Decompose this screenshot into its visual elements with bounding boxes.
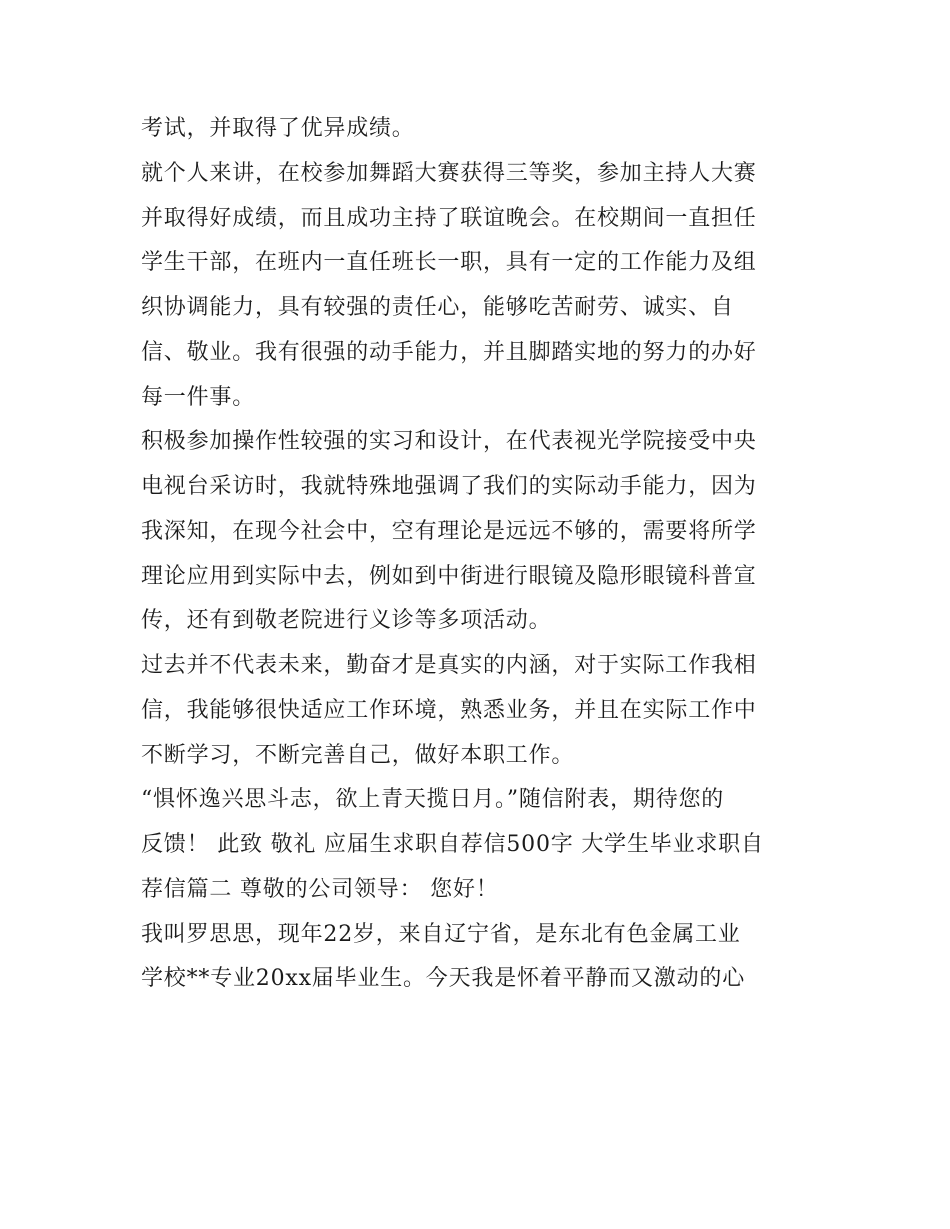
text-line: 传，还有到敬老院进行义诊等多项活动。: [141, 608, 552, 634]
text-line: 学生干部，在班内一直任班长一职，具有一定的工作能力及组: [141, 250, 757, 276]
text-line: 电视台采访时，我就特殊地强调了我们的实际动手能力，因为: [141, 474, 757, 499]
text-line: 反馈！ 此致 敬礼 应届生求职自荐信500字 大学生毕业求职自: [141, 832, 764, 857]
text-line: 每一件事。: [141, 384, 256, 410]
text-line: 不断学习，不断完善自己，做好本职工作。: [141, 742, 575, 768]
text-line: 并取得好成绩，而且成功主持了联谊晚会。在校期间一直担任: [141, 205, 757, 231]
text-line: 我深知，在现今社会中，空有理论是远远不够的，需要将所学: [141, 518, 757, 544]
text-line: 信，我能够很快适应工作环境，熟悉业务，并且在实际工作中: [141, 697, 757, 723]
text-line: 积极参加操作性较强的实习和设计，在代表视光学院接受中央: [141, 429, 757, 455]
text-line: 学校**专业20xx届毕业生。今天我是怀着平静而又激动的心: [141, 966, 746, 992]
text-line: 织协调能力，具有较强的责任心，能够吃苦耐劳、诚实、自: [141, 295, 734, 320]
text-line: 信、敬业。我有很强的动手能力，并且脚踏实地的努力的办好: [141, 339, 757, 365]
text-line: 过去并不代表未来，勤奋才是真实的内涵，对于实际工作我相: [141, 653, 757, 678]
text-line: “惧怀逸兴思斗志，欲上青天揽日月。”随信附表，期待您的: [141, 787, 725, 813]
text-line: 考试，并取得了优异成绩。: [141, 116, 415, 141]
text-line: 就个人来讲，在校参加舞蹈大赛获得三等奖，参加主持人大赛: [141, 160, 757, 186]
document-body: [141, 107, 821, 1002]
text-line: 荐信篇二 尊敬的公司领导： 您好！: [141, 876, 499, 902]
text-line: 理论应用到实际中去，例如到中街进行眼镜及隐形眼镜科普宣: [141, 563, 757, 589]
text-line: 我叫罗思思，现年22岁，来自辽宁省，是东北有色金属工业: [141, 921, 741, 947]
